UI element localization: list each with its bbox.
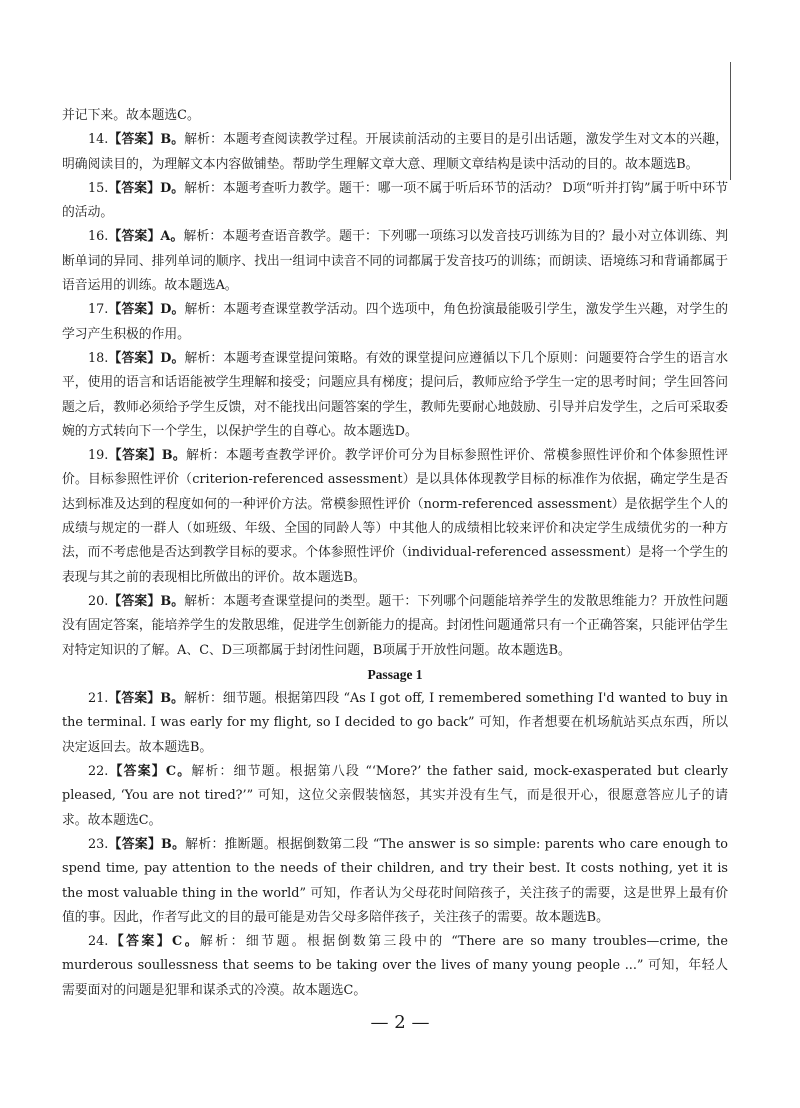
- item-number: 22.: [88, 764, 109, 780]
- answer-item-16: [62, 225, 728, 298]
- answer-item-14: [62, 128, 728, 177]
- item-number: 16.: [88, 229, 109, 245]
- explanation: 解析：本题考查听力教学。题干：哪一项不属于听后环节的活动？ D项“听并打钩”属于听中环节的活动。: [62, 180, 728, 221]
- explanation: 解析：细节题。根据倒数第三段中的 “There are so many troubles—crime, the murderous soullessness that seems to be taking over the lives of many young people ...” 可知，年轻人需要面对的问题是犯罪和谋杀式的冷漠。故本题选C。: [62, 934, 728, 998]
- explanation: 解析：推断题。根据倒数第二段 “The answer is so simple: parents who care enough to spend time, pay attention to the needs of their children, and try their best. It costs nothing, yet it is the most valuable thing in the world” 可知，作者认为父母花时间陪孩子，关注孩子的需要，这是世界上最有价值的事。因此，作者写此文的目的最可能是劝告父母多陪伴孩子，关注孩子的需要。故本题选B。: [62, 836, 728, 925]
- continued-line: 并记下来。故本题选C。: [62, 108, 200, 123]
- item-number: 15.: [88, 180, 109, 196]
- answer-label: 【答案】A。: [108, 229, 184, 245]
- answer-label: 【答案】D。: [108, 180, 185, 196]
- scan-edge-line: [730, 62, 731, 180]
- item-number: 17.: [88, 302, 109, 318]
- item-number: 18.: [88, 350, 109, 366]
- explanation: 解析：本题考查阅读教学过程。开展读前活动的主要目的是引出话题，激发学生对文本的兴趣，明确阅读目的，为理解文本内容做铺垫。帮助学生理解文章大意、理顺文章结构是读中活动的目的。故本题选B。: [62, 132, 728, 172]
- answer-label: 【答案】B。: [108, 448, 187, 464]
- explanation: 解析：本题考查语音教学。题干：下列哪一项练习以发音技巧训练为目的？最小对立体训练、判断单词的异同、排列单词的顺序、找出一组词中读音不同的词都属于发音技巧的训练；而朗读、语境练习和背诵都属于语音运用的训练。故本题选A。: [62, 229, 728, 294]
- answer-content: [62, 104, 728, 1003]
- answer-item-19: [62, 444, 728, 590]
- explanation: 解析：本题考查课堂提问的类型。题干：下列哪个问题能培养学生的发散思维能力？开放性问题没有固定答案，能培养学生的发散思维，促进学生创新能力的提高。封闭性问题通常只有一个正确答案，只能评估学生对特定知识的了解。A、C、D三项都属于封闭性问题，B项属于开放性问题。故本题选B。: [62, 593, 728, 658]
- item-number: 20.: [88, 593, 109, 609]
- explanation: 解析：本题考查课堂提问策略。有效的课堂提问应遵循以下几个原则：问题要符合学生的语言水平，使用的语言和话语能被学生理解和接受；问题应具有梯度；提问后，教师应给予学生一定的思考时间；学生回答问题之后，教师必须给予学生反馈，对不能找出问题答案的学生，教师先要耐心地鼓励、引导并启发学生，之后可采取委婉的方式转向下一个学生，以保护学生的自尊心。故本题选D。: [62, 350, 728, 439]
- answer-item-24: [62, 930, 728, 1003]
- item-number: 14.: [88, 132, 109, 148]
- answer-label: 【答案】D。: [108, 350, 185, 366]
- answer-label: 【答案】B。: [108, 132, 185, 148]
- page-number: — 2 —: [370, 1012, 430, 1033]
- explanation: 解析：本题考查课堂教学活动。四个选项中，角色扮演最能吸引学生，激发学生兴趣，对学生的学习产生积极的作用。: [62, 302, 728, 342]
- answer-label: 【答案】B。: [108, 593, 185, 609]
- passage-heading: Passage 1: [367, 666, 423, 682]
- answer-item-15: [62, 177, 728, 226]
- answer-item-23: [62, 833, 728, 930]
- answer-item-22: [62, 760, 728, 833]
- answer-item-20: [62, 590, 728, 663]
- answer-item-17: [62, 298, 728, 347]
- answer-label: 【答案】C。: [108, 764, 192, 780]
- explanation: 解析：本题考查教学评价。教学评价可分为目标参照性评价、常模参照性评价和个体参照性评价。目标参照性评价（criterion-referenced assessment）是以具体体现教学目标的标准作为依据，确定学生是否达到标准及达到的程度如何的一种评价方法。常模参照性评价（norm-referenced assessment）是依据学生个人的成绩与规定的一群人（如班级、年级、全国的同龄人等）中其他人的成绩相比较来评价和决定学生成绩优劣的一种方法，而不考虑他是否达到教学目标的要求。个体参照性评价（individual-referenced assessment）是将一个学生的表现与其之前的表现相比所做出的评价。故本题选B。: [62, 448, 728, 585]
- answer-label: 【答案】C。: [108, 934, 200, 950]
- answer-label: 【答案】B。: [108, 836, 186, 852]
- item-number: 19.: [88, 448, 109, 464]
- item-number: 24.: [88, 934, 109, 950]
- item-number: 23.: [88, 836, 109, 852]
- explanation: 解析：细节题。根据第八段 “‘More?’ the father said, mock-exasperated but clearly pleased, ‘You are not tired?’” 可知，这位父亲假装恼怒，其实并没有生气，而是很开心，很愿意答应儿子的请求。故本题选C。: [62, 764, 729, 828]
- answer-item-18: [62, 347, 728, 444]
- answer-label: 【答案】B。: [108, 691, 185, 707]
- answer-label: 【答案】D。: [108, 302, 185, 318]
- explanation: 解析：细节题。根据第四段 “As I got off, I remembered something I'd wanted to buy in the terminal. I was early for my flight, so I decided to go back” 可知，作者想要在机场航站买点东西，所以决定返回去。故本题选B。: [62, 691, 728, 755]
- answer-item-21: [62, 687, 728, 760]
- item-number: 21.: [88, 691, 109, 707]
